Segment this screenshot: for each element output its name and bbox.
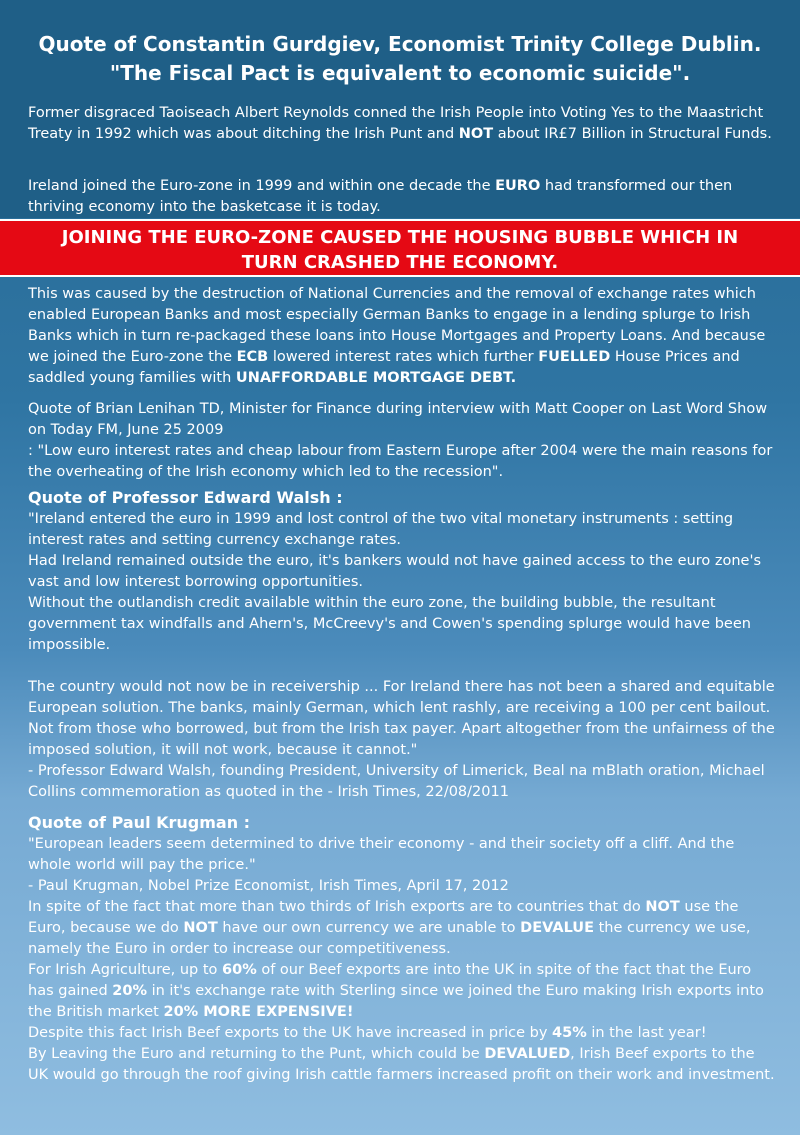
emphasis-ecb: ECB [236, 349, 269, 365]
emphasis-mortgage-debt: UNAFFORDABLE MORTGAGE DEBT. [235, 370, 517, 386]
headline-banner [0, 219, 800, 277]
paragraph-agriculture: For Irish Agriculture, up to 60% of our Beef exports are into the UK in spite of the fact that the Euro has gained 20% in it's exchange rate with Sterling since we joined the Euro making Irish exports into the British market 20% MORE EXPENSIVE! [28, 962, 764, 1020]
emphasis-fuelled: FUELLED [538, 349, 611, 365]
walsh-line-1: "Ireland entered the euro in 1999 and lost control of the two vital monetary instruments : setting interest rates and setting currency exchange rates. [28, 511, 734, 548]
page-title [0, 30, 800, 88]
krugman-section [28, 834, 776, 1086]
paragraph-beef-price: Despite this fact Irish Beef exports to the UK have increased in price by 45% in the last year! [28, 1025, 707, 1041]
walsh-source: - Professor Edward Walsh, founding President, University of Limerick, Beal na mBlath oration, Michael Collins commemoration as quoted in the - Irish Times, 22/08/2011 [28, 763, 765, 800]
walsh-line-4: The country would not now be in receivership ... For Ireland there has not been a shared and equitable European solution. The banks, mainly German, which lent rashly, are receiving a 100 per cent bailout. Not from those who borrowed, but from the Irish tax payer. Apart altogether from the unfairness of the imposed solution, it will not work, because it cannot." [28, 679, 775, 758]
krugman-source: - Paul Krugman, Nobel Prize Economist, Irish Times, April 17, 2012 [28, 878, 509, 894]
walsh-quote [28, 509, 776, 803]
walsh-line-3: Without the outlandish credit available within the euro zone, the building bubble, the resultant government tax windfalls and Ahern's, McCreevy's and Cowen's spending splurge would have been impossible. [28, 595, 751, 653]
banner-line-2: TURN CRASHED THE ECONOMY. [241, 252, 559, 273]
emphasis-euro: EURO [495, 178, 541, 194]
paragraph-devalue: In spite of the fact that more than two thirds of Irish exports are to countries that do NOT use the Euro, because we do NOT have our own currency we are unable to DEVALUE the currency we use, namely the Euro in order to increase our competitiveness. [28, 899, 751, 957]
walsh-heading: Quote of Professor Edward Walsh : [28, 488, 343, 507]
banner-line-1: JOINING THE EURO-ZONE CAUSED THE HOUSING BUBBLE WHICH IN [61, 227, 739, 248]
title-line-1: Quote of Constantin Gurdgiev, Economist Trinity College Dublin. [38, 32, 762, 56]
paragraph-maastricht: Former disgraced Taoiseach Albert Reynolds conned the Irish People into Voting Yes to the Maastricht Treaty in 1992 which was about ditching the Irish Punt and NOT about IR£7 Billion in Structural Funds. [28, 105, 772, 142]
paragraph-leaving-euro: By Leaving the Euro and returning to the Punt, which could be DEVALUED, Irish Beef exports to the UK would go through the roof giving Irish cattle farmers increased profit on their work and investment. [28, 1046, 775, 1083]
lenihan-source: Quote of Brian Lenihan TD, Minister for Finance during interview with Matt Cooper on Last Word Show on Today FM, June 25 2009 [28, 401, 768, 438]
paragraph-euro-zone: Ireland joined the Euro-zone in 1999 and within one decade the EURO had transformed our then thriving economy into the basketcase it is today. [28, 178, 733, 215]
title-line-2: "The Fiscal Pact is equivalent to economic suicide". [109, 61, 691, 85]
paragraph-housing-bubble: This was caused by the destruction of National Currencies and the removal of exchange rates which enabled European Banks and most especially German Banks to engage in a lending splurge to Irish Banks which in turn re-packaged these loans into House Mortgages and Property Loans. And because we joined the Euro-zone the ECB lowered interest rates which further FUELLED House Prices and saddled young families with UNAFFORDABLE MORTGAGE DEBT. [28, 286, 766, 386]
lenihan-quote: : "Low euro interest rates and cheap labour from Eastern Europe after 2004 were the main reasons for the overheating of the Irish economy which led to the recession". [28, 443, 773, 480]
walsh-line-2: Had Ireland remained outside the euro, it's bankers would not have gained access to the euro zone's vast and low interest borrowing opportunities. [28, 553, 762, 590]
krugman-heading: Quote of Paul Krugman : [28, 813, 251, 832]
krugman-quote: "European leaders seem determined to drive their economy - and their society off a cliff. And the whole world will pay the price." [28, 836, 735, 873]
emphasis-not: NOT [458, 126, 494, 142]
paragraph-lenihan-quote [28, 399, 776, 483]
